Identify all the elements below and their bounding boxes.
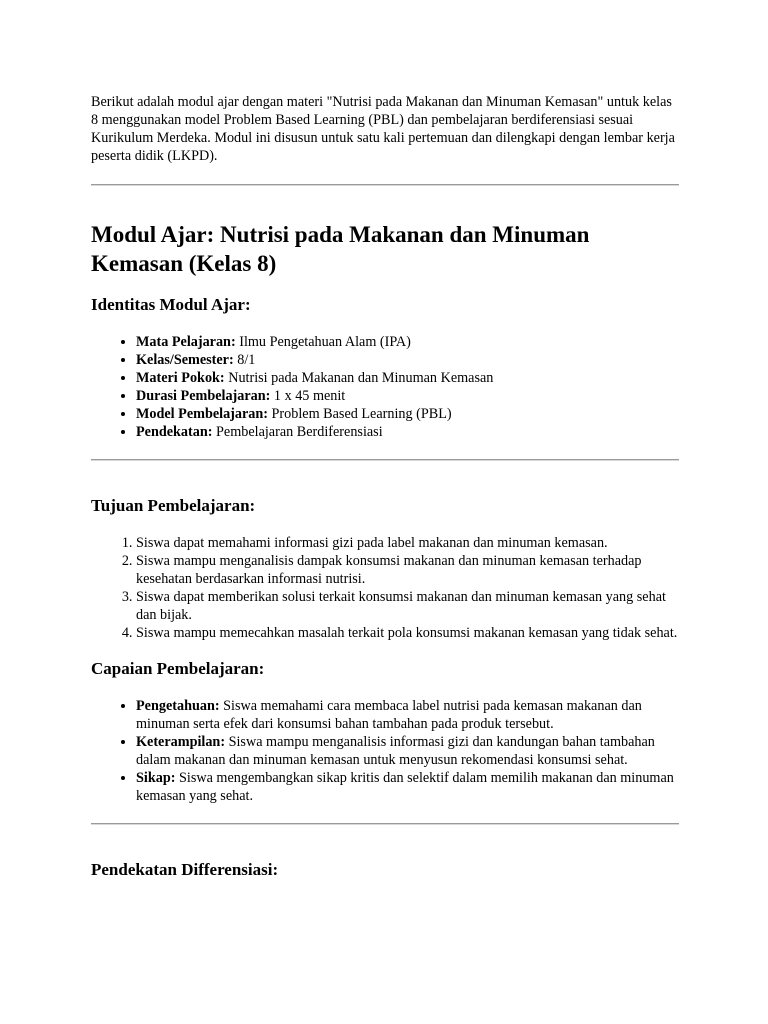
list-item (136, 405, 679, 423)
divider (91, 184, 679, 186)
list-item: 2. Siswa mampu menganalisis dampak konsumsi makanan dan minuman kemasan terhadap kesehatan berdasarkan informasi nutrisi. (136, 552, 679, 588)
tujuan-heading: Tujuan Pembelajaran: (91, 496, 256, 515)
list-item (136, 769, 679, 805)
item-label: Materi Pokok: (136, 370, 225, 386)
item-label: Sikap: (136, 770, 176, 786)
list-item: 1. Siswa dapat memahami informasi gizi pada label makanan dan minuman kemasan. (136, 534, 679, 552)
item-label: Durasi Pembelajaran: (136, 388, 271, 404)
intro-paragraph: Berikut adalah modul ajar dengan materi "Nutrisi pada Makanan dan Minuman Kemasan" untuk kelas 8 menggunakan model Problem Based Learning (PBL) dan pembelajaran berdiferensiasi sesuai Kurikulum Merdeka. Modul ini disusun untuk satu kali pertemuan dan dilengkapi dengan lembar kerja peserta didik (LKPD). (91, 94, 675, 164)
list-item (136, 387, 679, 405)
item-value: 8/1 (233, 352, 256, 368)
list-item (136, 351, 679, 369)
identitas-heading: Identitas Modul Ajar: (91, 295, 251, 314)
page-title: Modul Ajar: Nutrisi pada Makanan dan Minuman Kemasan (Kelas 8) (91, 222, 590, 276)
list-item: 4. Siswa mampu memecahkan masalah terkait pola konsumsi makanan kemasan yang tidak sehat. (136, 624, 679, 642)
item-value: Pembelajaran Berdiferensiasi (212, 424, 383, 440)
capaian-list (91, 697, 679, 805)
list-item (136, 369, 679, 387)
item-label: Kelas/Semester: (136, 352, 234, 368)
item-label: Pendekatan: (136, 424, 213, 440)
divider (91, 823, 679, 825)
item-value: 1 x 45 menit (270, 388, 346, 404)
list-item (136, 333, 679, 351)
item-value: Siswa mengembangkan sikap kritis dan selektif dalam memilih makanan dan minuman kemasan yang sehat. (136, 770, 674, 804)
capaian-heading: Capaian Pembelajaran: (91, 659, 265, 678)
item-label: Pengetahuan: (136, 698, 220, 714)
item-label: Mata Pelajaran: (136, 334, 236, 350)
item-value: Siswa mampu menganalisis informasi gizi dan kandungan bahan tambahan dalam makanan dan minuman kemasan untuk menyusun rekomendasi konsumsi sehat. (136, 734, 655, 768)
item-label: Keterampilan: (136, 734, 226, 750)
item-label: Model Pembelajaran: (136, 406, 268, 422)
list-item (136, 733, 679, 769)
item-value: Nutrisi pada Makanan dan Minuman Kemasan (224, 370, 494, 386)
tujuan-list (91, 534, 679, 642)
diferensiasi-heading: Pendekatan Differensiasi: (91, 860, 279, 879)
item-value: Ilmu Pengetahuan Alam (IPA) (235, 334, 411, 350)
item-value: Siswa memahami cara membaca label nutrisi pada kemasan makanan dan minuman serta efek dari konsumsi bahan tambahan pada produk tersebut. (136, 698, 642, 732)
list-item (136, 697, 679, 733)
item-value: Problem Based Learning (PBL) (268, 406, 452, 422)
divider (91, 459, 679, 461)
document-content (91, 93, 679, 880)
list-item (136, 423, 679, 441)
list-item: 3. Siswa dapat memberikan solusi terkait konsumsi makanan dan minuman kemasan yang sehat dan bijak. (136, 588, 679, 624)
identitas-list (91, 333, 679, 441)
